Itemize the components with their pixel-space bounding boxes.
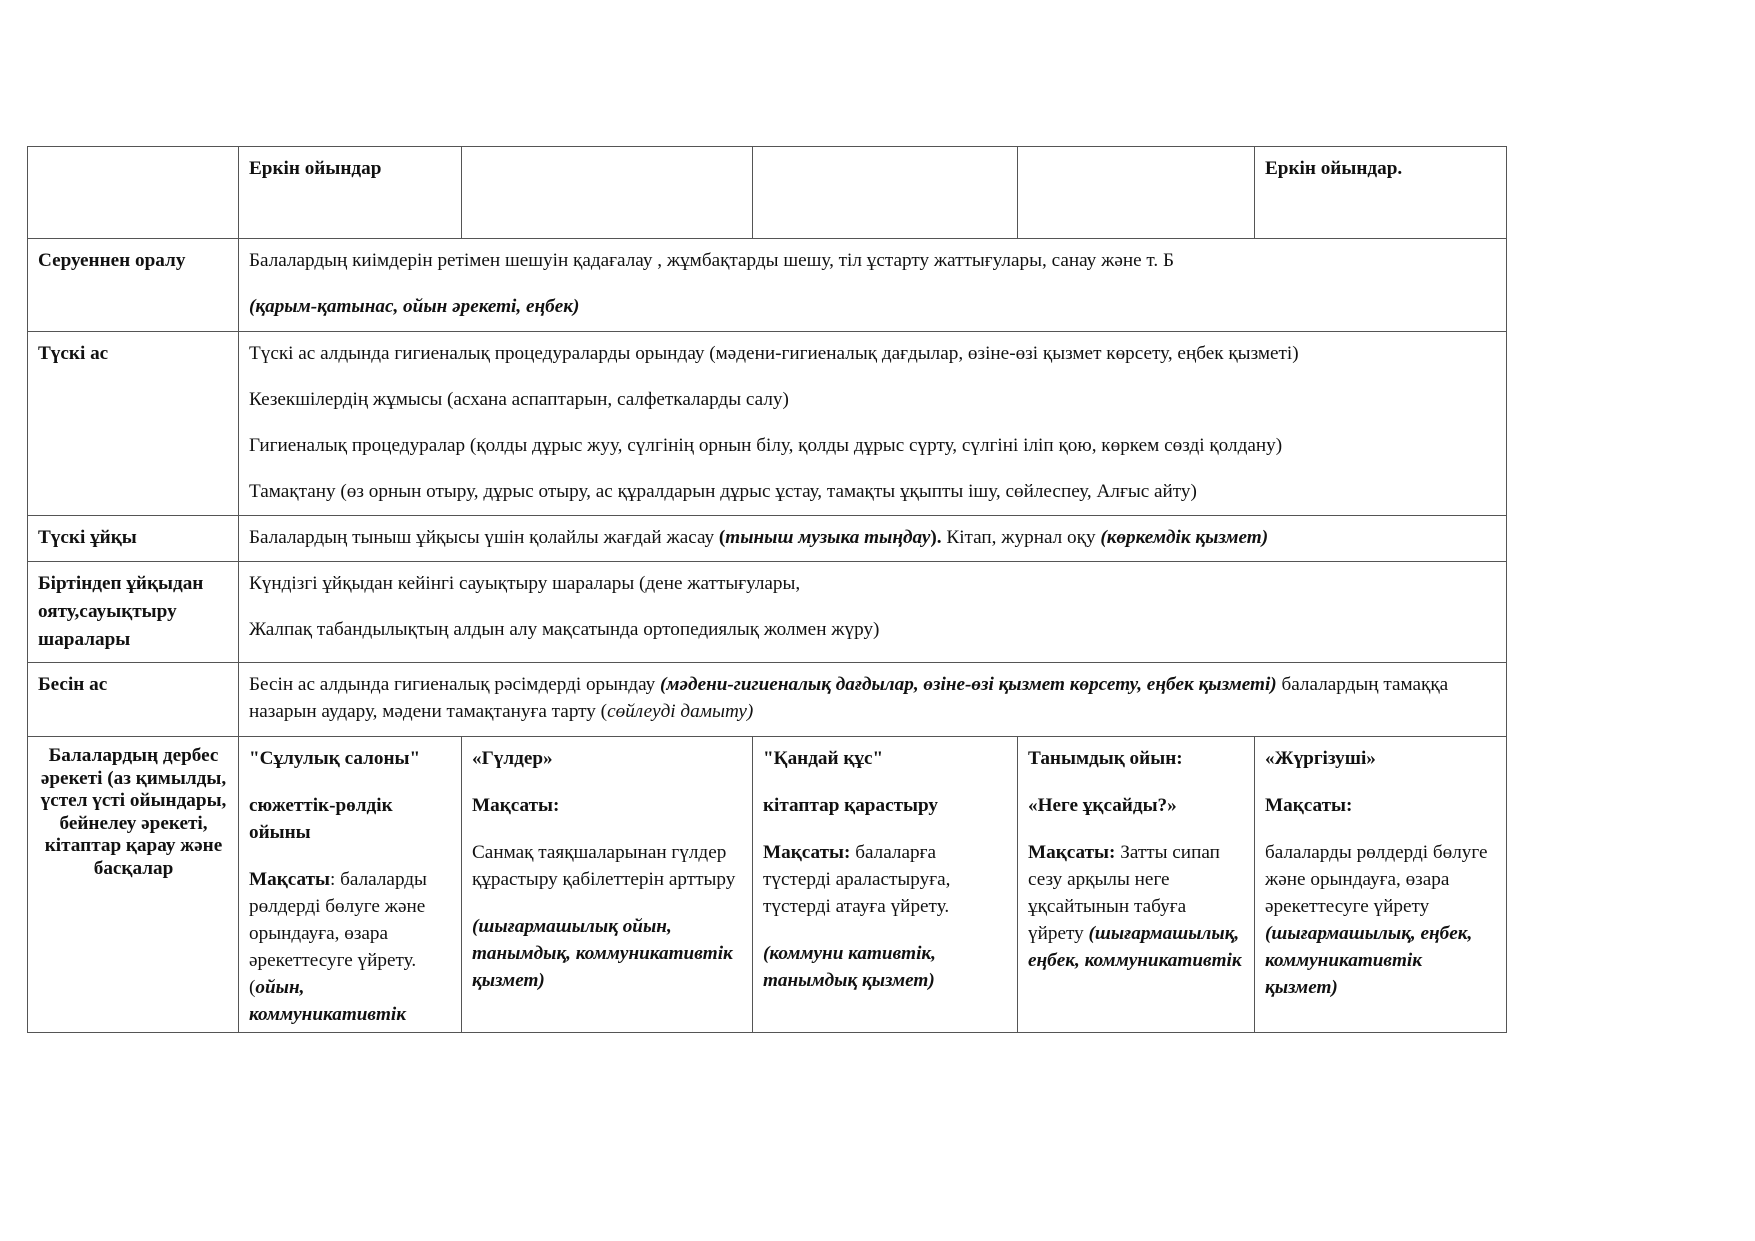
text-run: ойын, коммуникативтік bbox=[249, 977, 406, 1025]
text-run: Түскі ас алдында гигиеналық процедураларды орындау (мәдени-гигиеналық дағдылар, өзіне-өзі қызмет көрсету, еңбек қызметі) bbox=[249, 343, 1299, 364]
text-run: ). bbox=[930, 527, 942, 548]
text-run: (шығармашылық ойын, танымдық, коммуникативтік қызмет) bbox=[472, 916, 733, 991]
table-row-snack bbox=[28, 663, 1507, 737]
text-run: (қарым-қатынас, ойын әрекеті, еңбек) bbox=[249, 296, 580, 317]
activity-cell bbox=[239, 737, 462, 1033]
text-paragraph bbox=[249, 570, 1497, 597]
text-paragraph bbox=[1028, 792, 1245, 819]
text-run: Бесін ас алдында гигиеналық рәсімдерді орындау bbox=[249, 674, 660, 695]
text-paragraph bbox=[249, 293, 1497, 320]
text-run: балаларды рөлдерді бөлуге және орындауға, өзара әрекеттесуге үйрету bbox=[1265, 842, 1488, 917]
table-row-activities bbox=[28, 737, 1507, 1033]
text-run: Балалардың тыныш ұйқысы үшін қолайлы жағдай жасау bbox=[249, 527, 719, 548]
text-run: (шығармашылық, еңбек, коммуникативтік bbox=[1028, 923, 1242, 971]
empty-cell bbox=[462, 147, 753, 239]
free-games-cell-monday: Еркін ойындар bbox=[239, 147, 462, 239]
text-paragraph bbox=[763, 745, 1008, 772]
text-paragraph bbox=[1265, 839, 1497, 1001]
text-paragraph bbox=[1265, 792, 1497, 819]
activity-cell bbox=[1018, 737, 1255, 1033]
text-paragraph bbox=[249, 432, 1497, 459]
text-paragraph bbox=[763, 792, 1008, 819]
activity-cell bbox=[462, 737, 753, 1033]
text-paragraph bbox=[249, 524, 1497, 551]
activity-cell bbox=[1255, 737, 1507, 1033]
text-run: ( bbox=[718, 527, 726, 548]
text-run: Затты сипап сезу арқылы неге ұқсайтынын табуға үйрету bbox=[1028, 842, 1220, 944]
text-run: Жалпақ табандылықтың алдын алу мақсатында ортопедиялық жолмен жүру) bbox=[249, 619, 880, 640]
empty-cell bbox=[753, 147, 1018, 239]
table-row-lunch bbox=[28, 332, 1507, 516]
daily-schedule-table bbox=[27, 146, 1507, 1033]
text-paragraph bbox=[763, 940, 1008, 994]
text-paragraph bbox=[472, 839, 743, 893]
text-run: (шығармашылық, еңбек, коммуникативтік қызмет) bbox=[1265, 923, 1473, 998]
row-content bbox=[239, 562, 1507, 663]
row-label: Түскі ұйқы bbox=[28, 516, 239, 562]
text-paragraph bbox=[1028, 745, 1245, 772]
text-run: (коммуни кативтік, танымдық қызмет) bbox=[763, 943, 936, 991]
text-paragraph bbox=[249, 745, 452, 772]
text-run: Балалардың киімдерін ретімен шешуін қадағалау , жұмбақтарды шешу, тіл ұстарту жаттығулары, санау және т. Б bbox=[249, 250, 1174, 271]
text-run: "Қандай құс" bbox=[763, 748, 884, 769]
text-paragraph bbox=[249, 792, 452, 846]
text-paragraph bbox=[249, 478, 1497, 505]
row-content bbox=[239, 332, 1507, 516]
row-label: Түскі ас bbox=[28, 332, 239, 516]
text-run: Танымдық ойын: bbox=[1028, 748, 1183, 769]
text-paragraph bbox=[1028, 839, 1245, 974]
text-run: «Жүргізуші» bbox=[1265, 748, 1376, 769]
text-paragraph bbox=[249, 616, 1497, 643]
row-content bbox=[239, 663, 1507, 737]
text-run: Мақсаты: bbox=[1028, 842, 1116, 863]
text-run: Күндізгі ұйқыдан кейінгі сауықтыру шаралары (дене жаттығулары, bbox=[249, 573, 801, 594]
text-run: (көркемдік қызмет) bbox=[1100, 527, 1269, 548]
text-paragraph bbox=[249, 247, 1497, 274]
empty-cell bbox=[28, 147, 239, 239]
row-content bbox=[239, 516, 1507, 562]
text-run: "Сұлулық салоны" bbox=[249, 748, 421, 769]
text-run: балаларға түстерді араластыруға, түстерді атауға үйрету. bbox=[763, 842, 951, 917]
text-run: «Гүлдер» bbox=[472, 748, 553, 769]
free-games-cell-friday: Еркін ойындар. bbox=[1255, 147, 1507, 239]
text-paragraph bbox=[249, 340, 1497, 367]
row-label: Біртіндеп ұйқыдан ояту,сауықтыру шаралары bbox=[28, 562, 239, 663]
text-run: кітаптар қарастыру bbox=[763, 795, 939, 816]
row-content bbox=[239, 239, 1507, 332]
text-paragraph bbox=[249, 386, 1497, 413]
text-paragraph bbox=[472, 792, 743, 819]
table-row-wakeup bbox=[28, 562, 1507, 663]
text-paragraph bbox=[472, 745, 743, 772]
text-run: балалардың тамаққа назарын аудару, мәдени тамақтануға тарту ( bbox=[249, 674, 1449, 722]
text-run: Санмақ таяқшаларынан гүлдер құрастыру қабілеттерін арттыру bbox=[472, 842, 736, 890]
table-row-free-games bbox=[28, 147, 1507, 239]
text-run: Тамақтану (өз орнын отыру, дұрыс отыру, ас құралдарын дұрыс ұстау, тамақты ұқыпты ішу, сөйлеспеу, Алғыс айту) bbox=[249, 481, 1197, 502]
text-paragraph bbox=[249, 671, 1497, 725]
text-run: Мақсаты: bbox=[1265, 795, 1353, 816]
text-run: Гигиеналық процедуралар (қолды дұрыс жуу, сүлгінің орнын білу, қолды дұрыс сүрту, сүлгіні іліп қою, көркем сөзді қолдану) bbox=[249, 435, 1283, 456]
row-label: Серуеннен оралу bbox=[28, 239, 239, 332]
table-row-return-walk bbox=[28, 239, 1507, 332]
text-run: Мақсаты: bbox=[763, 842, 851, 863]
text-paragraph bbox=[249, 866, 452, 1028]
text-run: Мақсаты: bbox=[472, 795, 560, 816]
empty-cell bbox=[1018, 147, 1255, 239]
activity-cell bbox=[753, 737, 1018, 1033]
row-label: Бесін ас bbox=[28, 663, 239, 737]
text-paragraph bbox=[472, 913, 743, 994]
text-run: «Неге ұқсайды?» bbox=[1028, 795, 1177, 816]
text-run: сюжеттік-рөлдік ойыны bbox=[249, 795, 393, 843]
text-run: Мақсаты bbox=[249, 869, 331, 890]
text-run: тыныш музыка тыңдау bbox=[725, 527, 931, 548]
text-run: сөйлеуді дамыту) bbox=[607, 701, 754, 722]
text-paragraph bbox=[1265, 745, 1497, 772]
table-row-nap bbox=[28, 516, 1507, 562]
text-paragraph bbox=[763, 839, 1008, 920]
text-run: Кітап, журнал оқу bbox=[941, 527, 1101, 548]
text-run: (мәдени-гигиеналық дағдылар, өзіне-өзі қызмет көрсету, еңбек қызметі) bbox=[660, 674, 1277, 695]
text-run: Кезекшілердің жұмысы (асхана аспаптарын, салфеткаларды салу) bbox=[249, 389, 789, 410]
row-label: Балалардың дербес әрекеті (аз қимылды, үстел үсті ойындары, бейнелеу әрекеті, кітаптар қарау және басқалар bbox=[28, 737, 239, 1033]
text-run: : балаларды рөлдерді бөлуге және орындауға, өзара әрекеттесуге үйрету.( bbox=[249, 869, 427, 998]
